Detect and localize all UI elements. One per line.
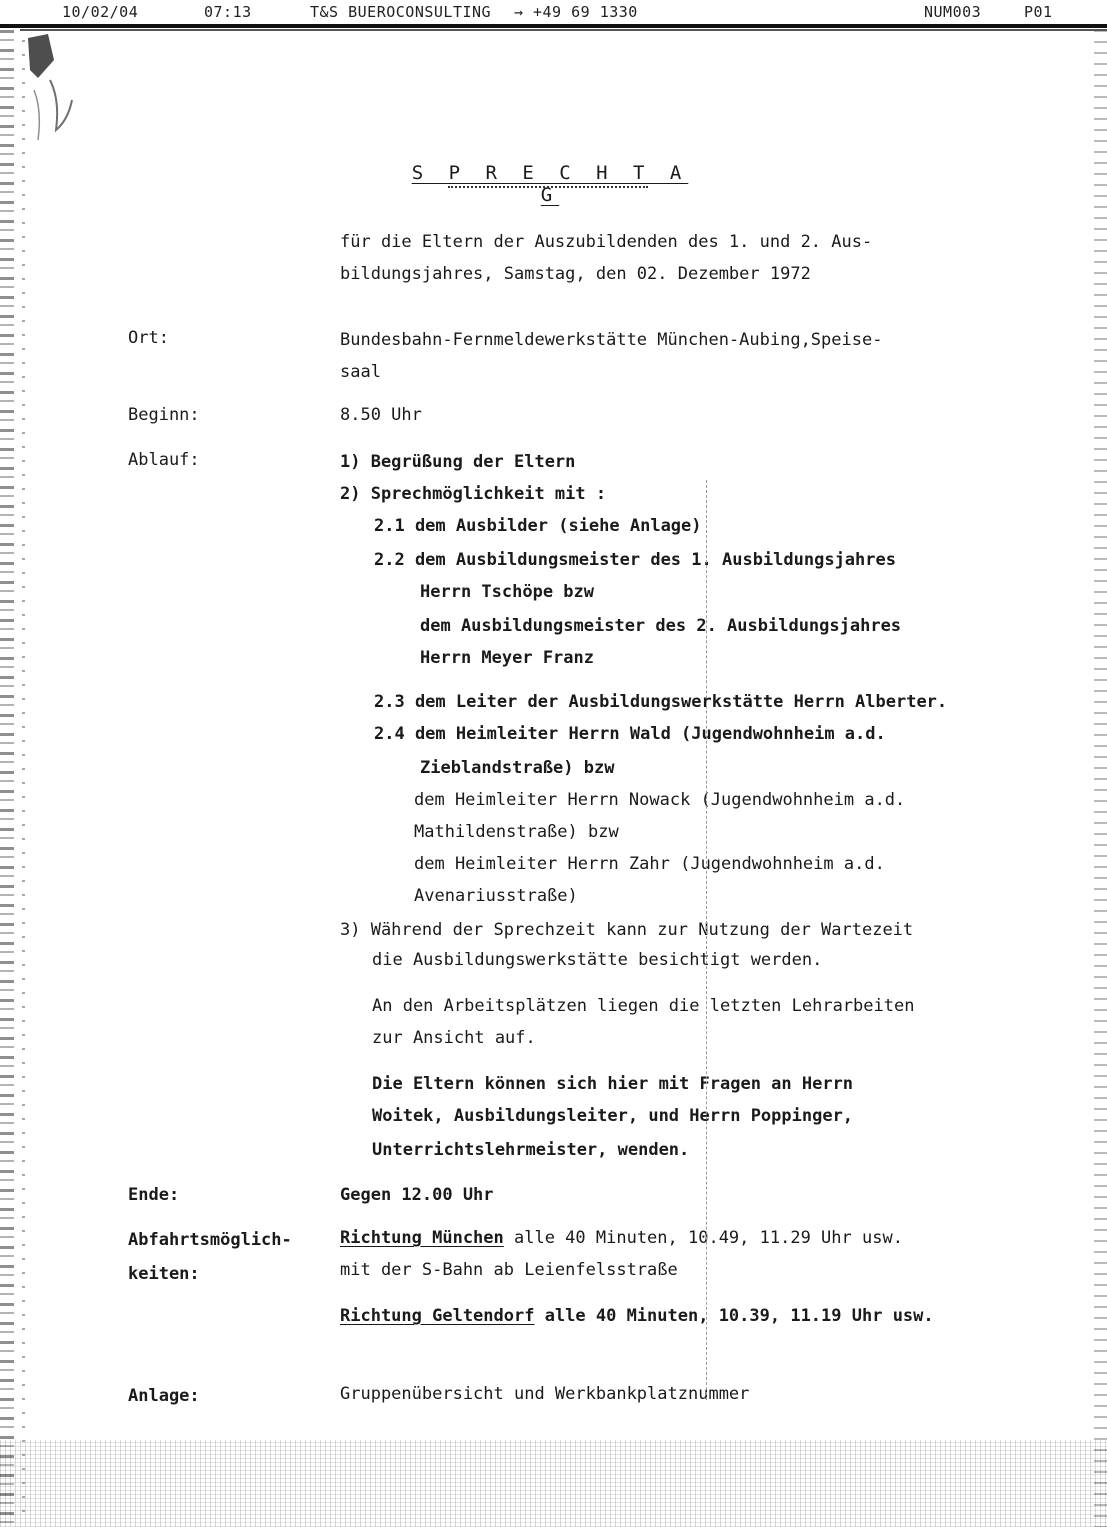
ablauf-item-2-3: 2.3 dem Leiter der Ausbildungswerkstätte Herrn Alberter.	[374, 692, 948, 712]
abfahrt-geltendorf-direction: Richtung Geltendorf	[340, 1306, 535, 1326]
ablauf-item-2: 2) Sprechmöglichkeit mit :	[340, 484, 607, 504]
ablauf-para-1-line-2: zur Ansicht auf.	[372, 1028, 536, 1048]
fax-date: 10/02/04	[62, 3, 139, 21]
document-title: S P R E C H T A G	[411, 162, 689, 206]
ablauf-item-2-4-line-4: Mathildenstraße) bzw	[414, 822, 619, 842]
ablauf-para-2-line-2: Woitek, Ausbildungsleiter, und Herrn Poppinger,	[372, 1106, 854, 1126]
anlage-label: Anlage:	[128, 1386, 200, 1406]
ablauf-para-2-line-1: Die Eltern können sich hier mit Fragen an Herrn	[372, 1074, 854, 1094]
scan-bottom-noise	[0, 1440, 1107, 1527]
ablauf-item-2-2-line-1: 2.2 dem Ausbildungsmeister des 1. Ausbildungsjahres	[374, 550, 896, 570]
intro-line-2: bildungsjahres, Samstag, den 02. Dezember 1972	[340, 264, 811, 284]
intro-line-1: für die Eltern der Auszubildenden des 1. und 2. Aus-	[340, 232, 873, 252]
ablauf-para-1-line-1: An den Arbeitsplätzen liegen die letzten Lehrarbeiten	[372, 996, 915, 1016]
ort-line-2: saal	[340, 362, 381, 382]
ablauf-para-2-line-3: Unterrichtslehrmeister, wenden.	[372, 1140, 690, 1160]
ort-line-1: Bundesbahn-Fernmeldewerkstätte München-Aubing,Speise-	[340, 330, 883, 350]
fold-crease	[706, 480, 707, 1400]
ablauf-item-2-2-line-3: dem Ausbildungsmeister des 2. Ausbildungsjahres	[420, 616, 902, 636]
ablauf-label: Ablauf:	[128, 450, 200, 470]
beginn-value: 8.50 Uhr	[340, 405, 422, 425]
fax-page-number: P01	[1024, 3, 1053, 21]
fax-num: NUM003	[924, 3, 982, 21]
scan-edge-noise	[0, 30, 14, 1527]
fax-time: 07:13	[204, 3, 252, 21]
ablauf-item-2-4-line-3: dem Heimleiter Herrn Nowack (Jugendwohnheim a.d.	[414, 790, 906, 810]
scan-edge-noise-right	[1094, 30, 1107, 1527]
title-underline	[448, 186, 648, 191]
abfahrt-muenchen-line-2: mit der S-Bahn ab Leienfelsstraße	[340, 1260, 678, 1280]
fax-arrow: →	[514, 3, 524, 21]
fax-sender: T&S BUEROCONSULTING	[310, 3, 492, 21]
ablauf-item-2-1: 2.1 dem Ausbilder (siehe Anlage)	[374, 516, 702, 536]
ablauf-item-2-2-line-2: Herrn Tschöpe bzw	[420, 582, 594, 602]
abfahrt-muenchen	[340, 1228, 903, 1248]
abfahrt-muenchen-times: alle 40 Minuten, 10.49, 11.29 Uhr usw.	[503, 1228, 903, 1248]
ort-label: Ort:	[128, 328, 169, 348]
ablauf-item-2-4-line-1: 2.4 dem Heimleiter Herrn Wald (Jugendwohnheim a.d.	[374, 724, 886, 744]
punch-hole-smudge	[20, 30, 80, 150]
abfahrt-label-line-1: Abfahrtsmöglich-	[128, 1230, 292, 1250]
fax-transmission-header	[0, 0, 1107, 22]
ende-value: Gegen 12.00 Uhr	[340, 1185, 494, 1205]
ablauf-item-2-4-line-5: dem Heimleiter Herrn Zahr (Jugendwohnheim a.d.	[414, 854, 885, 874]
ablauf-item-3-line-2: die Ausbildungswerkstätte besichtigt werden.	[372, 950, 823, 970]
ablauf-item-2-2-line-4: Herrn Meyer Franz	[420, 648, 594, 668]
ablauf-item-2-4-line-6: Avenariusstraße)	[414, 886, 578, 906]
header-rule	[0, 24, 1107, 28]
abfahrt-label-line-2: keiten:	[128, 1264, 200, 1284]
abfahrt-muenchen-direction: Richtung München	[340, 1228, 504, 1248]
anlage-value: Gruppenübersicht und Werkbankplatznummer	[340, 1384, 750, 1404]
scan-edge-noise-2	[22, 40, 25, 1520]
header-rule-2	[20, 29, 1107, 31]
abfahrt-geltendorf-times: alle 40 Minuten, 10.39, 11.19 Uhr usw.	[534, 1306, 934, 1326]
ende-label: Ende:	[128, 1185, 180, 1205]
abfahrt-geltendorf	[340, 1306, 934, 1326]
beginn-label: Beginn:	[128, 405, 200, 425]
fax-phone: +49 69 1330	[533, 3, 638, 21]
ablauf-item-2-4-line-2: Zieblandstraße) bzw	[420, 758, 615, 778]
ablauf-item-1: 1) Begrüßung der Eltern	[340, 452, 576, 472]
ablauf-item-3-line-1: 3) Während der Sprechzeit kann zur Nutzung der Wartezeit	[340, 920, 914, 940]
